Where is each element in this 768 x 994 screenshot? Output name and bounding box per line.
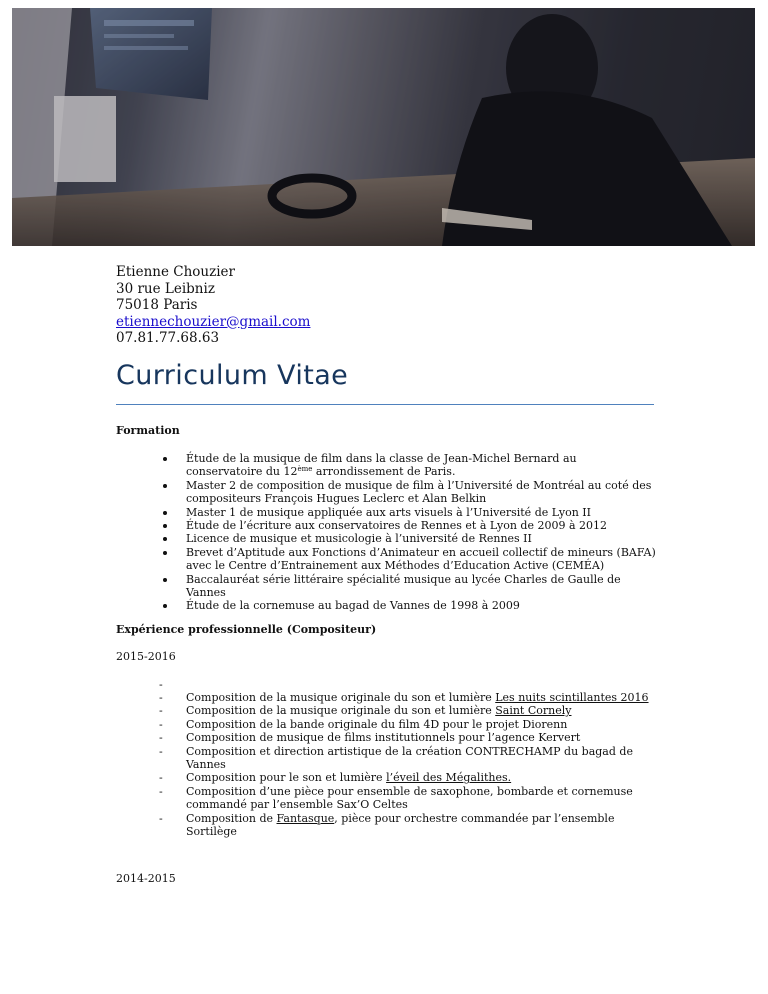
project-link[interactable]: Fantasque xyxy=(276,811,335,825)
list-item: Étude de l’écriture aux conservatoires de Rennes et à Lyon de 2009 à 2012 xyxy=(186,519,656,532)
list-item: Baccalauréat série littéraire spécialité musique au lycée Charles de Gaulle de Vannes xyxy=(186,573,656,600)
list-item: Master 1 de musique appliquée aux arts visuels à l’Université de Lyon II xyxy=(186,506,656,519)
project-link[interactable]: l’éveil des Mégalithes. xyxy=(386,771,512,785)
contact-block xyxy=(116,264,310,347)
list-item: - Composition de la musique originale du son et lumière Saint Cornely xyxy=(186,704,656,717)
project-link[interactable]: Les nuits scintillantes 2016 xyxy=(495,691,649,704)
list-item: - Composition d’une pièce pour ensemble de saxophone, bombarde et cornemuse commandé par l’ensemble Sax’O Celtes xyxy=(186,785,656,812)
list-item: Étude de la cornemuse au bagad de Vannes de 1998 à 2009 xyxy=(186,599,656,612)
list-item: Brevet d’Aptitude aux Fonctions d’Animateur en accueil collectif de mineurs (BAFA) avec le Centre d’Entrainement aux Méthodes d’Education Active (CEMÉA) xyxy=(186,545,656,573)
empty-dash: - xyxy=(159,678,163,691)
year-label: 2014-2015 xyxy=(116,872,176,885)
list-item: - Composition de la bande originale du film 4D pour le projet Diorenn xyxy=(186,718,656,731)
list-item: Étude de la musique de film dans la classe de Jean-Michel Bernard au conservatoire du 12ème arrondissement de Paris. xyxy=(186,452,656,479)
formation-heading: Formation xyxy=(116,424,180,437)
page-title: Curriculum Vitae xyxy=(116,360,349,391)
experience-heading: Expérience professionnelle (Compositeur) xyxy=(116,623,377,636)
list-item: - Composition de musique de films institutionnels pour l’agence Kervert xyxy=(186,731,656,744)
list-item: Master 2 de composition de musique de film à l’Université de Montréal au coté des compositeurs François Hugues Leclerc et Alan Belkin xyxy=(186,479,656,506)
contact-phone: 07.81.77.68.63 xyxy=(116,330,220,346)
contact-email-link[interactable]: etiennechouzier@gmail.com xyxy=(116,313,311,330)
year-label: 2015-2016 xyxy=(116,650,176,663)
contact-street: 30 rue Leibniz xyxy=(116,280,215,297)
list-item: - Composition de la musique originale du son et lumière Les nuits scintillantes 2016 xyxy=(186,691,656,704)
title-divider xyxy=(116,404,654,405)
studio-photo-icon xyxy=(12,8,755,246)
list-item: - Composition de Fantasque, pièce pour orchestre commandée par l’ensemble Sortilège xyxy=(186,812,656,839)
list-item: Licence de musique et musicologie à l’université de Rennes II xyxy=(186,532,656,545)
list-item: - Composition pour le son et lumière l’éveil des Mégalithes. xyxy=(186,771,656,784)
experience-list xyxy=(186,691,656,838)
list-item: - Composition et direction artistique de la création CONTRECHAMP du bagad de Vannes xyxy=(186,745,656,772)
header-photo xyxy=(12,8,755,246)
contact-name: Etienne Chouzier xyxy=(116,264,235,280)
contact-city: 75018 Paris xyxy=(116,297,198,313)
formation-list xyxy=(186,452,656,613)
project-link[interactable]: Saint Cornely xyxy=(495,704,572,718)
